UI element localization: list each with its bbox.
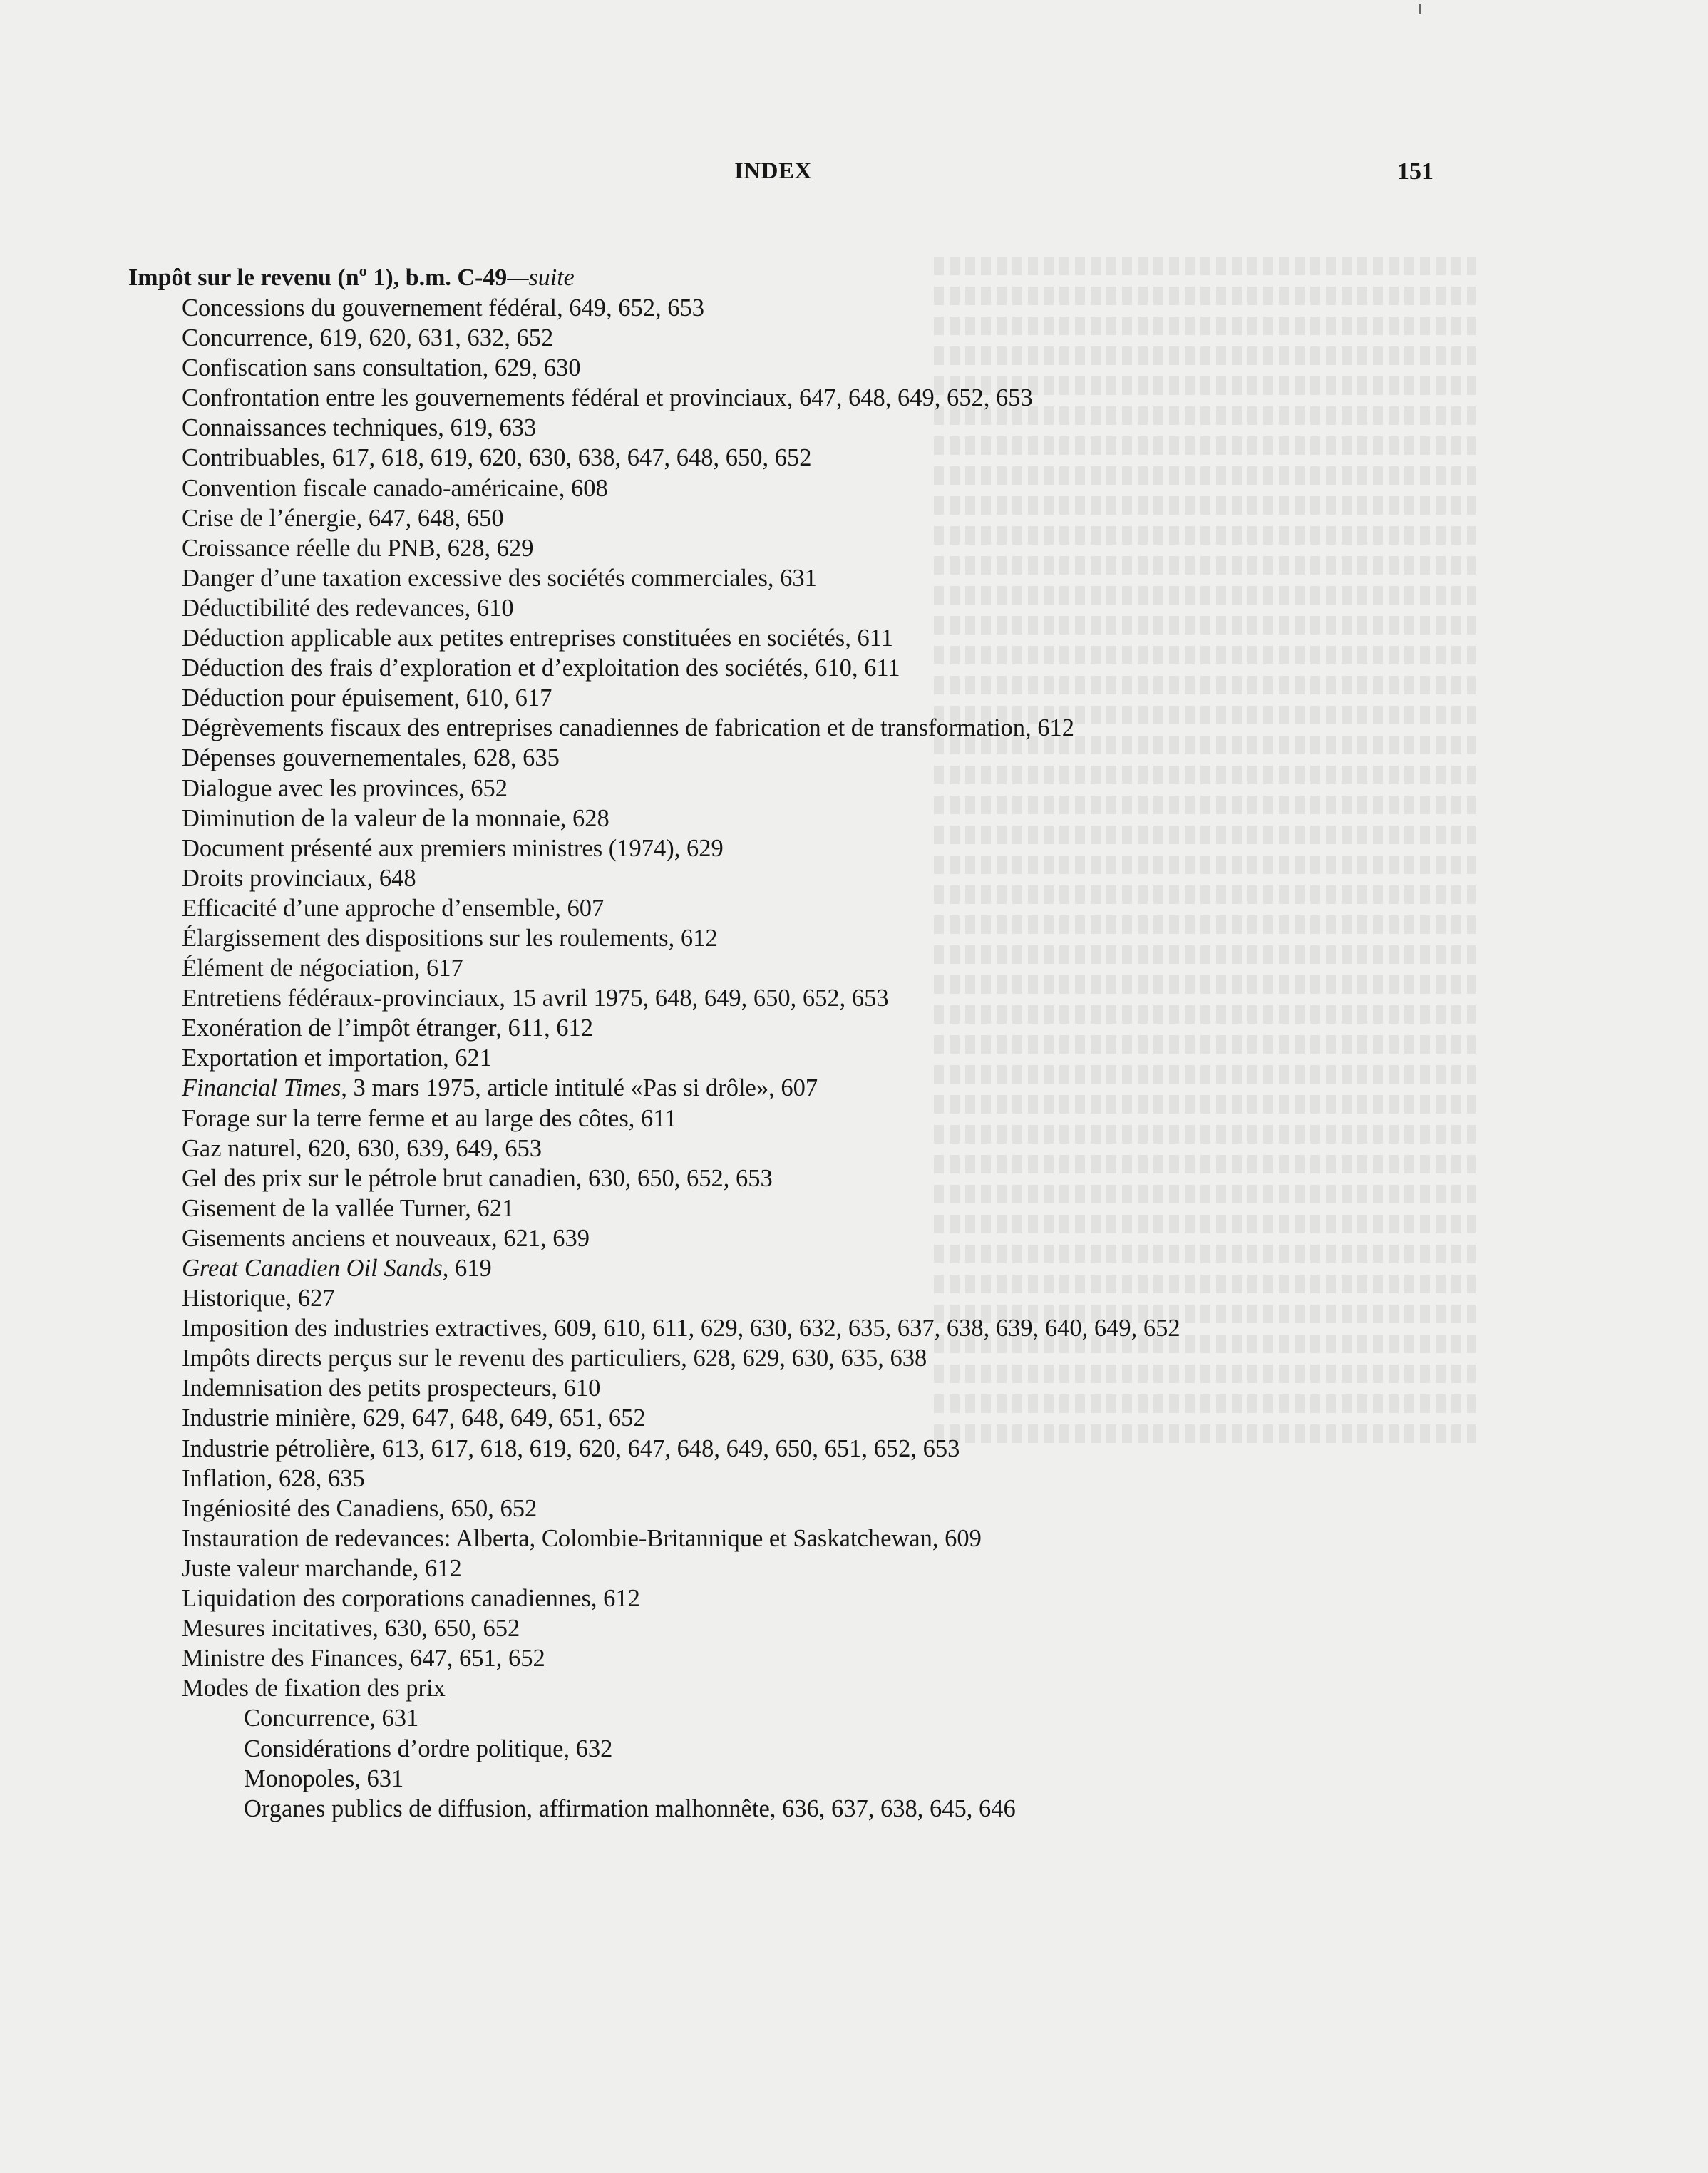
index-entry	[128, 893, 1625, 923]
index-entry-term: Droits provinciaux, 648	[182, 864, 416, 892]
index-entry	[128, 593, 1625, 623]
index-entry-term: Impôts directs perçus sur le revenu des particuliers, 628, 629, 630, 635, 638	[182, 1345, 927, 1372]
index-entry	[128, 323, 1625, 353]
index-entry-term: Déduction des frais d’exploration et d’exploitation des sociétés, 610, 611	[182, 654, 900, 682]
index-entry	[128, 983, 1625, 1013]
index-entry-term: Croissance réelle du PNB, 628, 629	[182, 534, 534, 562]
index-entry	[128, 1494, 1625, 1524]
index-entry-term: Confrontation entre les gouvernements fédéral et provinciaux, 647, 648, 649, 652, 653	[182, 384, 1033, 412]
index-entry	[128, 953, 1625, 983]
index-entry-term: Mesures incitatives, 630, 650, 652	[182, 1615, 520, 1643]
index-entry-term: Exportation et importation, 621	[182, 1044, 493, 1072]
index-entry-term: Diminution de la valeur de la monnaie, 628	[182, 804, 609, 832]
index-entry-term: Gisements anciens et nouveaux, 621, 639	[182, 1224, 590, 1252]
index-entry	[128, 623, 1625, 653]
index-entry-term: Industrie minière, 629, 647, 648, 649, 651, 652	[182, 1404, 646, 1432]
index-entry	[128, 653, 1625, 683]
index-entry	[128, 353, 1625, 383]
index-subentry	[128, 1703, 1625, 1733]
index-entry-term: Convention fiscale canado-américaine, 608	[182, 474, 608, 502]
index-entry-refs: , 3 mars 1975, article intitulé «Pas si drôle», 607	[341, 1074, 818, 1102]
page-header	[0, 158, 1708, 194]
index-entry-term: Contribuables, 617, 618, 619, 620, 630, 638, 647, 648, 650, 652	[182, 444, 812, 472]
index-entry	[128, 863, 1625, 893]
index-entry-term: Élément de négociation, 617	[182, 955, 463, 982]
index-entry	[128, 743, 1625, 773]
index-entry	[128, 1583, 1625, 1613]
main-heading-title: Impôt sur le revenu (nº 1), b.m. C-49	[128, 264, 508, 291]
index-entry	[128, 1643, 1625, 1673]
index-entry	[128, 833, 1625, 863]
index-entry-term: Indemnisation des petits prospecteurs, 610	[182, 1375, 601, 1402]
index-entry-term: Dialogue avec les provinces, 652	[182, 774, 508, 802]
index-entry	[128, 1524, 1625, 1553]
index-entry	[128, 413, 1625, 443]
index-entry	[128, 1134, 1625, 1163]
index-entry	[128, 1163, 1625, 1193]
index-entry-term: Crise de l’énergie, 647, 648, 650	[182, 504, 504, 532]
index-entry	[128, 1313, 1625, 1343]
index-entry	[128, 1553, 1625, 1583]
index-subentry	[128, 1794, 1625, 1824]
index-entry-term: Concurrence, 619, 620, 631, 632, 652	[182, 324, 554, 352]
index-entry-term: Monopoles, 631	[244, 1764, 404, 1792]
index-entry	[128, 1283, 1625, 1313]
index-entry-list	[128, 293, 1625, 1824]
index-subentry	[128, 1764, 1625, 1794]
index-entry	[128, 1464, 1625, 1494]
index-entry-term: Dépenses gouvernementales, 628, 635	[182, 744, 560, 772]
index-entry-term: Élargissement des dispositions sur les roulements, 612	[182, 924, 718, 952]
main-heading-suffix: —suite	[507, 264, 575, 291]
index-entry-term: Considérations d’ordre politique, 632	[244, 1735, 613, 1762]
index-entry	[128, 1343, 1625, 1373]
index-entry	[128, 1223, 1625, 1253]
index-entry-refs: , 619	[442, 1255, 492, 1282]
index-entry	[128, 1673, 1625, 1703]
index-entry-term: Great Canadien Oil Sands	[182, 1255, 443, 1282]
index-entry	[128, 923, 1625, 953]
index-entry-term: Gaz naturel, 620, 630, 639, 649, 653	[182, 1134, 542, 1162]
index-entry-term: Industrie pétrolière, 613, 617, 618, 619, 620, 647, 648, 649, 650, 651, 652, 653	[182, 1434, 960, 1462]
index-entry	[128, 383, 1625, 413]
index-entry	[128, 774, 1625, 803]
index-subentry	[128, 1734, 1625, 1764]
index-entry	[128, 443, 1625, 473]
index-entry	[128, 1043, 1625, 1073]
index-entry-term: Dégrèvements fiscaux des entreprises canadiennes de fabrication et de transformation, 612	[182, 714, 1075, 742]
index-entry-term: Confiscation sans consultation, 629, 630	[182, 354, 581, 382]
index-entry-term: Financial Times	[182, 1074, 341, 1102]
index-entry	[128, 1013, 1625, 1043]
index-entry-term: Organes publics de diffusion, affirmation malhonnête, 636, 637, 638, 645, 646	[244, 1794, 1016, 1822]
index-entry-term: Document présenté aux premiers ministres (1974), 629	[182, 834, 724, 862]
index-entry-term: Imposition des industries extractives, 609, 610, 611, 629, 630, 632, 635, 637, 638, 639, 640, 649, 652	[182, 1315, 1180, 1342]
index-entry	[128, 1253, 1625, 1283]
index-entry-term: Gisement de la vallée Turner, 621	[182, 1194, 515, 1222]
index-entry-term: Instauration de redevances: Alberta, Colombie-Britannique et Saskatchewan, 609	[182, 1524, 982, 1552]
main-heading	[128, 262, 1625, 293]
index-entry	[128, 803, 1625, 833]
index-entry	[128, 1434, 1625, 1464]
index-entry-term: Entretiens fédéraux-provinciaux, 15 avril 1975, 648, 649, 650, 652, 653	[182, 985, 889, 1012]
index-entry	[128, 1104, 1625, 1134]
index-entry-term: Forage sur la terre ferme et au large des côtes, 611	[182, 1104, 677, 1132]
index-entry-term: Ingéniosité des Canadiens, 650, 652	[182, 1494, 537, 1522]
index-entry-term: Concurrence, 631	[244, 1705, 419, 1732]
index-entry	[128, 1193, 1625, 1223]
index-entry	[128, 1613, 1625, 1643]
index-entry-term: Gel des prix sur le pétrole brut canadien, 630, 650, 652, 653	[182, 1164, 773, 1192]
scan-mark	[1419, 4, 1421, 14]
index-entry-term: Danger d’une taxation excessive des sociétés commerciales, 631	[182, 564, 817, 592]
index-entry-term: Inflation, 628, 635	[182, 1464, 365, 1492]
page-number: 151	[1397, 158, 1434, 185]
index-entry-term: Exonération de l’impôt étranger, 611, 612	[182, 1014, 593, 1042]
index-entry	[128, 563, 1625, 593]
index-entry-term: Modes de fixation des prix	[182, 1675, 446, 1702]
index-entry	[128, 503, 1625, 533]
index-entry	[128, 1073, 1625, 1103]
index-entry-term: Déduction pour épuisement, 610, 617	[182, 684, 552, 712]
index-entry	[128, 473, 1625, 503]
index-entry-term: Historique, 627	[182, 1285, 335, 1312]
index-entry-term: Liquidation des corporations canadiennes, 612	[182, 1585, 640, 1613]
index-entry-term: Connaissances techniques, 619, 633	[182, 414, 537, 442]
index-entry-term: Déduction applicable aux petites entreprises constituées en sociétés, 611	[182, 625, 893, 652]
index-entry	[128, 683, 1625, 713]
index-entry	[128, 533, 1625, 563]
running-head: INDEX	[734, 158, 812, 184]
index-entry	[128, 1403, 1625, 1433]
index-section	[128, 262, 1625, 1824]
index-entry	[128, 1373, 1625, 1403]
index-entry-term: Juste valeur marchande, 612	[182, 1554, 462, 1582]
index-entry-term: Déductibilité des redevances, 610	[182, 594, 514, 622]
index-entry-term: Concessions du gouvernement fédéral, 649, 652, 653	[182, 294, 704, 322]
index-entry	[128, 293, 1625, 323]
index-entry-term: Efficacité d’une approche d’ensemble, 607	[182, 894, 605, 922]
index-entry-term: Ministre des Finances, 647, 651, 652	[182, 1645, 545, 1673]
index-entry	[128, 713, 1625, 743]
